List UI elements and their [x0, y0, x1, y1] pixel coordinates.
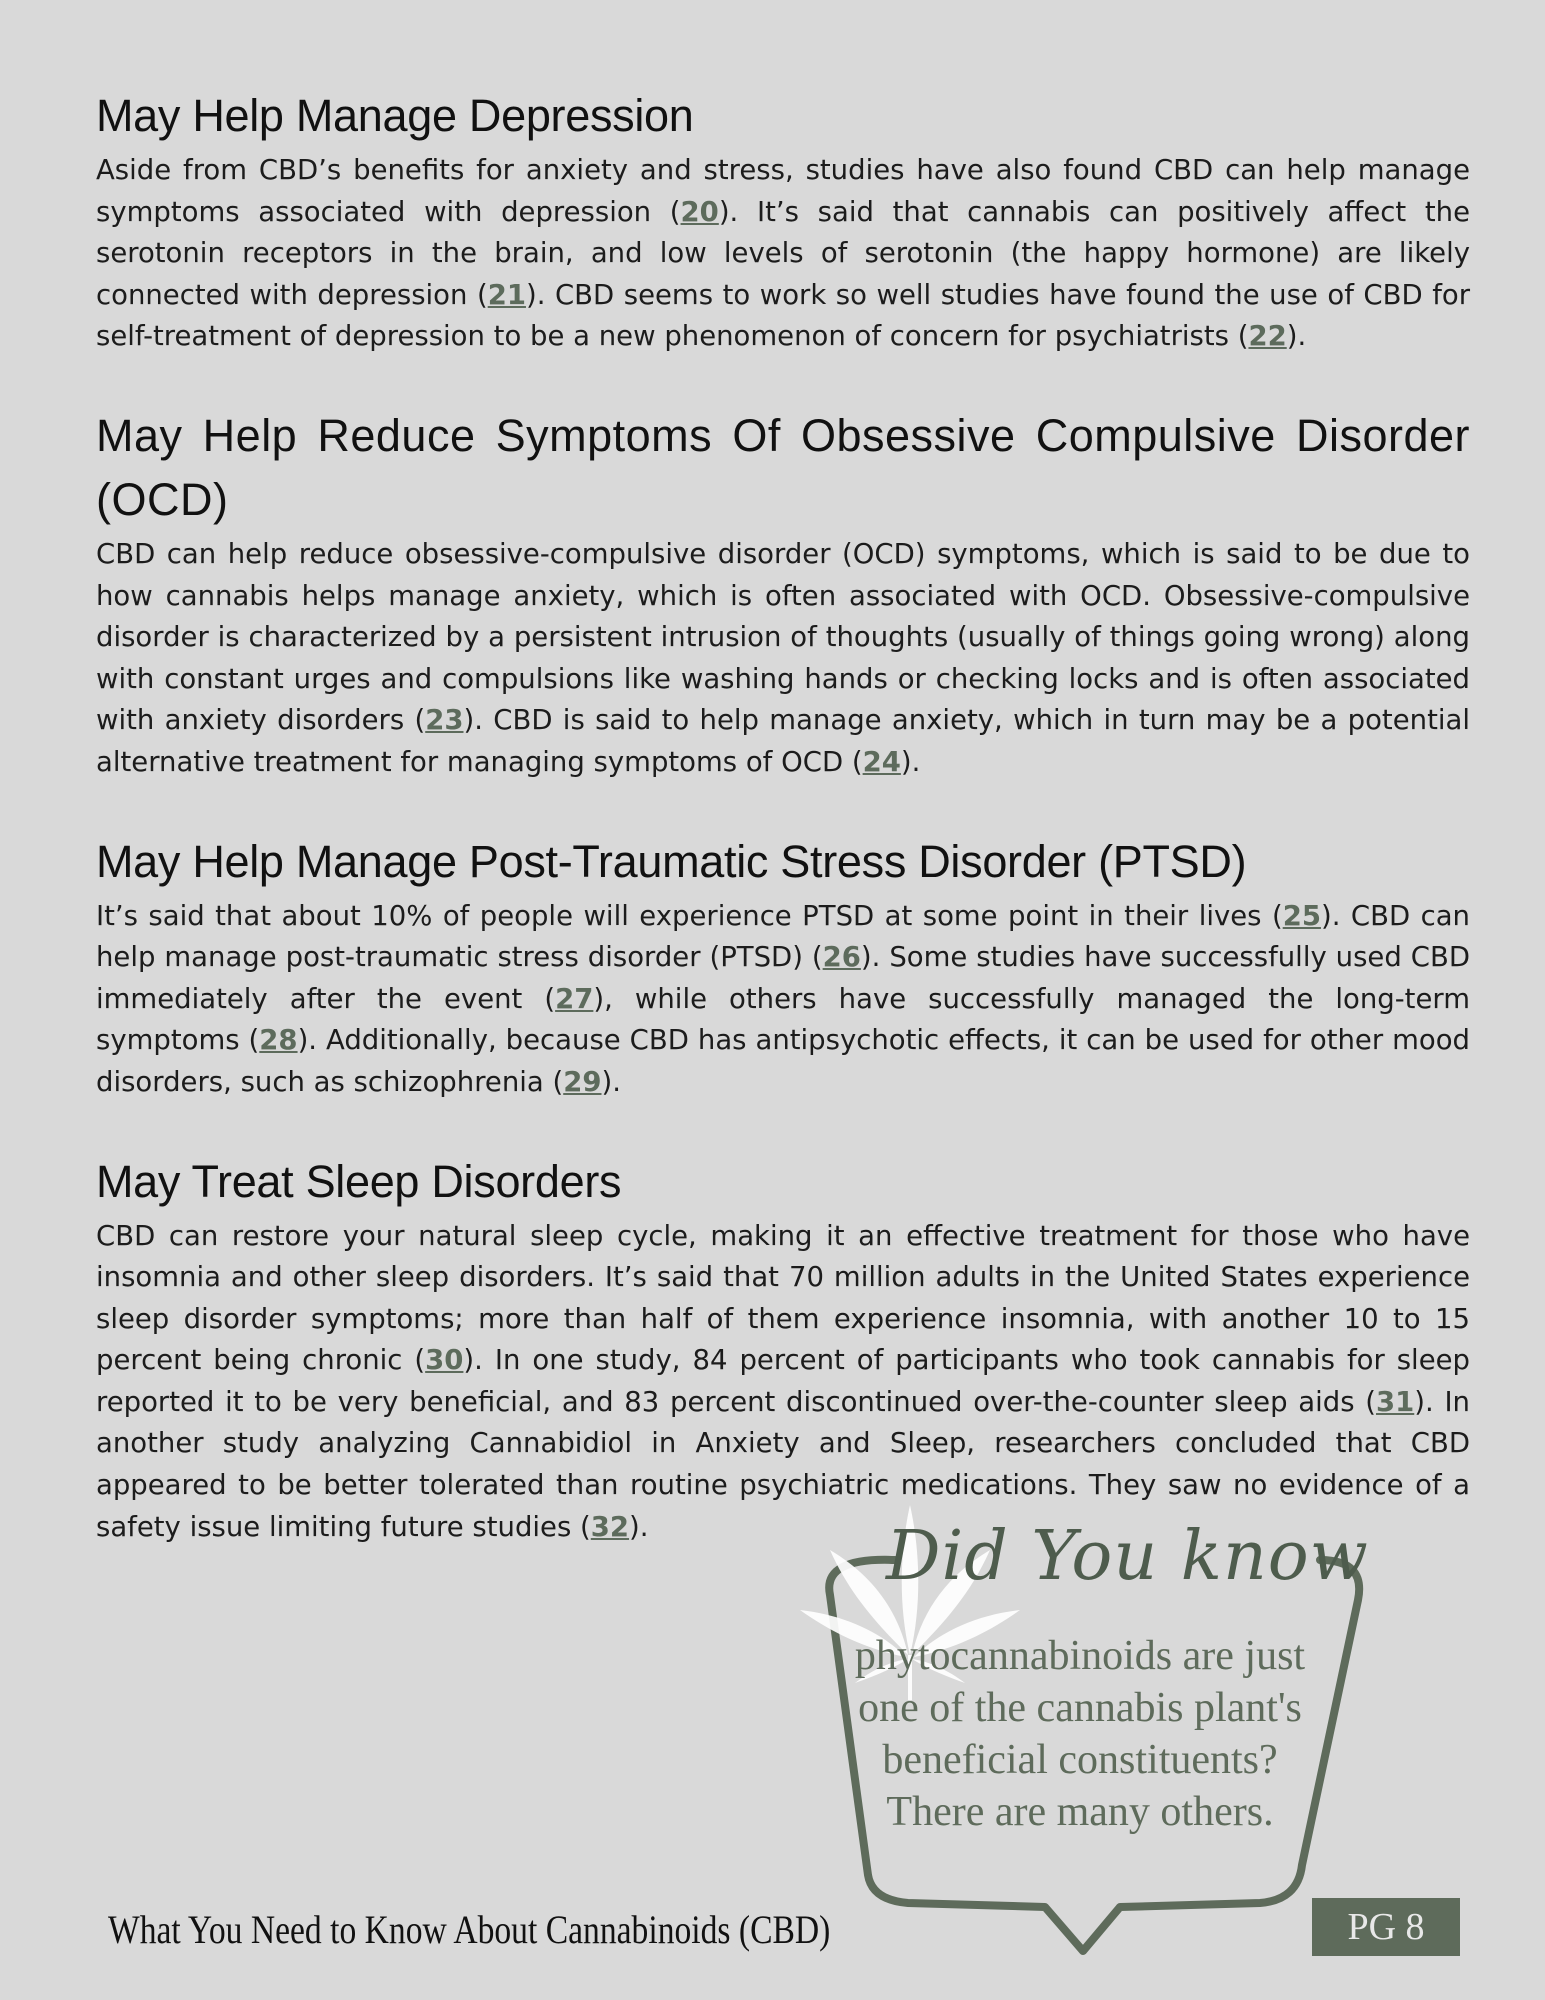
citation-link[interactable]: 25: [1282, 899, 1321, 932]
main-content: [96, 84, 1470, 1594]
paragraph-text: ). Some studies have successfully used CBD immediately after the event (: [96, 941, 1470, 1015]
section-paragraph: [96, 1216, 1470, 1549]
section-heading: May Treat Sleep Disorders: [96, 1155, 622, 1207]
citation-link[interactable]: 29: [563, 1065, 602, 1098]
citation-link[interactable]: 20: [680, 195, 719, 228]
paragraph-text: ).: [601, 1065, 621, 1098]
callout-title: Did You know: [886, 1517, 1369, 1596]
citation-link[interactable]: 28: [259, 1024, 298, 1057]
citation-link[interactable]: 21: [487, 278, 526, 311]
paragraph-text: ). It’s said that cannabis can positively affect the serotonin receptors in the brain, and low levels of serotonin (the happy hormone) are likely connected with depression (: [96, 195, 1470, 311]
citation-link[interactable]: 22: [1248, 320, 1287, 353]
paragraph-text: ). In another study analyzing Cannabidiol in Anxiety and Sleep, researchers concluded that CBD appeared to be better tolerated than routine psychiatric medications. They saw no evidence of a safety issue limiting future studies (: [96, 1385, 1470, 1543]
did-you-know-callout: [800, 1505, 1375, 1960]
paragraph-text: ). CBD is said to help manage anxiety, which in turn may be a potential alternative treatment for managing symptoms of OCD (: [96, 704, 1470, 778]
section-heading: May Help Manage Post-Traumatic Stress Disorder (PTSD): [96, 835, 1247, 887]
paragraph-text: ).: [900, 745, 921, 778]
section-depression: [96, 84, 1470, 358]
citation-link[interactable]: 26: [822, 941, 861, 974]
section-heading: May Help Manage Depression: [96, 90, 694, 141]
page-number-badge: [1312, 1898, 1460, 1956]
citation-link[interactable]: 24: [862, 745, 901, 778]
section-paragraph: [96, 150, 1470, 358]
section-ocd: [96, 404, 1470, 784]
citation-link[interactable]: 27: [555, 982, 594, 1015]
section-paragraph: [96, 534, 1470, 784]
paragraph-text: Aside from CBD’s benefits for anxiety and stress, studies have also found CBD can help manage symptoms associated with depression (: [96, 154, 1470, 228]
footer-document-title: What You Need to Know About Cannabinoids (CBD): [108, 1907, 831, 1952]
paragraph-text: ), while others have successfully managed the long-term symptoms (: [96, 982, 1470, 1057]
section-heading: May Help Reduce Symptoms Of Obsessive Compulsive Disorder (OCD): [96, 409, 1470, 525]
paragraph-text: ). CBD seems to work so well studies have found the use of CBD for self-treatment of depression to be a new phenomenon of concern for psychiatrists (: [96, 278, 1471, 353]
citation-link[interactable]: 32: [590, 1510, 630, 1543]
paragraph-text: ).: [1286, 320, 1307, 353]
citation-link[interactable]: 30: [425, 1344, 464, 1377]
paragraph-text: ). Additionally, because CBD has antipsychotic effects, it can be used for other mood disorders, such as schizophrenia (: [96, 1024, 1471, 1098]
citation-link[interactable]: 31: [1375, 1385, 1415, 1418]
citation-link[interactable]: 23: [425, 704, 464, 737]
paragraph-text: CBD can help reduce obsessive-compulsive disorder (OCD) symptoms, which is said to be due to how cannabis helps manage anxiety, which is often associated with OCD. Obsessive-compulsive disorder is characterized by a persistent intrusion of thoughts (usually of things going wrong) along with constant urges and compulsions like washing hands or checking locks and is often associated with anxiety disorders (: [96, 537, 1470, 737]
section-ptsd: [96, 830, 1470, 1104]
section-sleep: [96, 1150, 1470, 1549]
paragraph-text: ). In one study, 84 percent of participants who took cannabis for sleep reported it to be very beneficial, and 83 percent discontinued over-the-counter sleep aids (: [96, 1344, 1470, 1418]
callout-text: phytocannabinoids are just one of the cannabis plant's beneficial constituents? There are many others.: [854, 1633, 1306, 1835]
section-paragraph: [96, 896, 1470, 1104]
page-number: PG 8: [1347, 1906, 1425, 1948]
paragraph-text: CBD can restore your natural sleep cycle, making it an effective treatment for those who have insomnia and other sleep disorders. It’s said that 70 million adults in the United States experience sleep disorder symptoms; more than half of them experience insomnia, with another 10 to 15 percent being chronic (: [96, 1219, 1470, 1377]
paragraph-text: ). CBD can help manage post-traumatic stress disorder (PTSD) (: [96, 899, 1470, 974]
paragraph-text: ).: [629, 1510, 649, 1543]
paragraph-text: It’s said that about 10% of people will experience PTSD at some point in their lives (: [96, 899, 1283, 932]
